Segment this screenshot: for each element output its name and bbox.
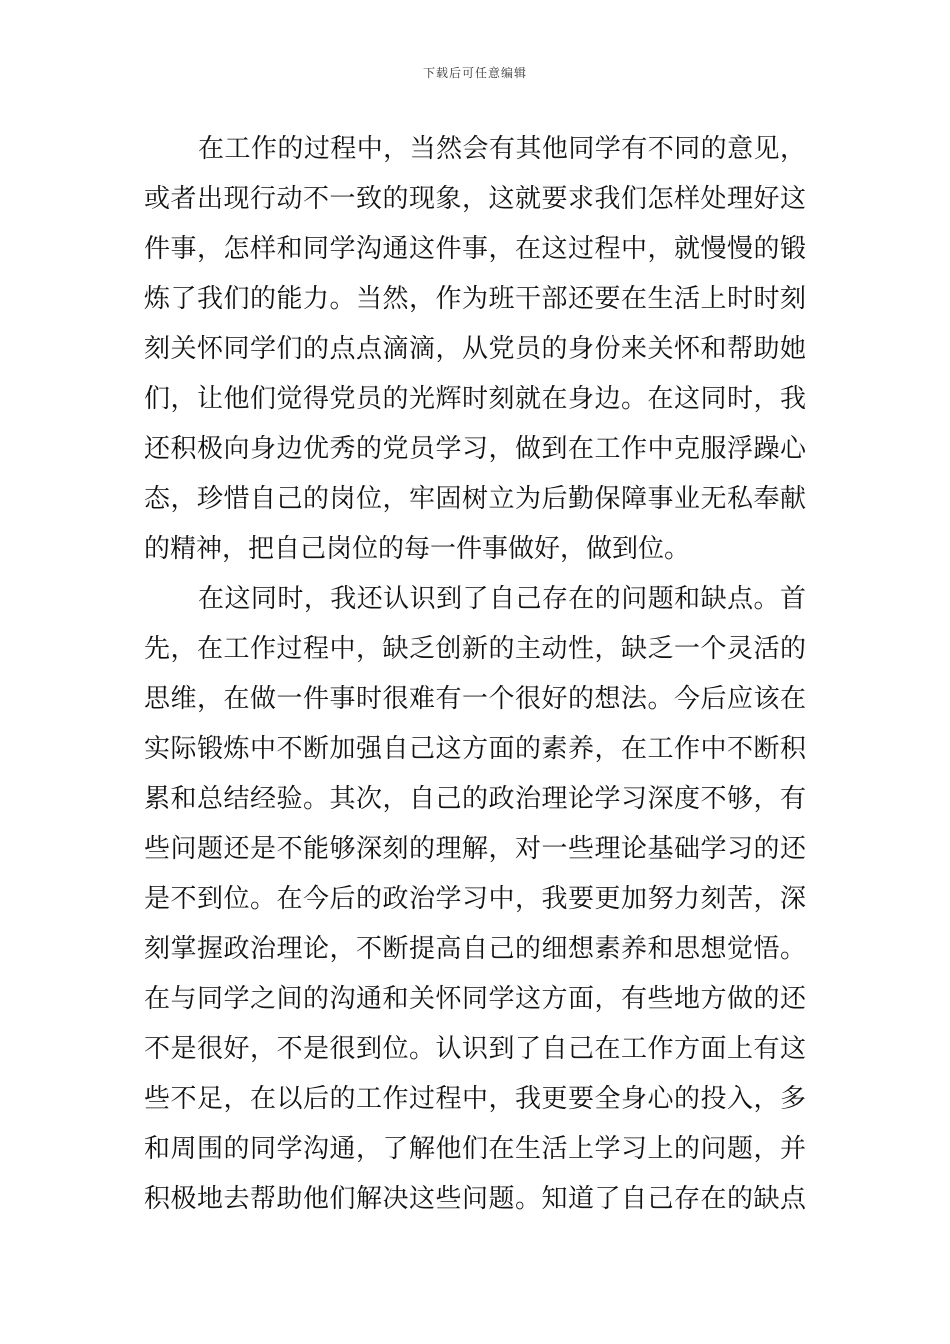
text-line: 炼了我们的能力。当然，作为班干部还要在生活上时时刻 [144,284,806,314]
text-line: 累和总结经验。其次，自己的政治理论学习深度不够，有 [144,784,806,814]
text-line: 的精神，把自己岗位的每一件事做好，做到位。 [144,534,691,564]
paragraph-2 [144,574,806,1224]
text-line: 在与同学之间的沟通和关怀同学这方面，有些地方做的还 [144,984,806,1014]
text-line: 还积极向身边优秀的党员学习，做到在工作中克服浮躁心 [144,434,806,464]
text-line: 不是很好，不是很到位。认识到了自己在工作方面上有这 [144,1034,806,1064]
text-line: 积极地去帮助他们解决这些问题。知道了自己存在的缺点 [144,1184,806,1214]
document-body [144,124,806,1224]
text-line: 们，让他们觉得党员的光辉时刻就在身边。在这同时，我 [144,384,806,414]
text-line: 思维，在做一件事时很难有一个很好的想法。今后应该在 [144,684,806,714]
text-line: 件事，怎样和同学沟通这件事，在这过程中，就慢慢的锻 [144,234,806,264]
text-line: 先，在工作过程中，缺乏创新的主动性，缺乏一个灵活的 [144,634,806,664]
text-line: 在这同时，我还认识到了自己存在的问题和缺点。首 [198,584,806,614]
paragraph-1 [144,124,806,574]
text-line: 刻关怀同学们的点点滴滴，从党员的身份来关怀和帮助她 [144,334,806,364]
text-line: 些问题还是不能够深刻的理解，对一些理论基础学习的还 [144,834,806,864]
text-line: 态，珍惜自己的岗位，牢固树立为后勤保障事业无私奉献 [144,484,806,514]
text-line: 实际锻炼中不断加强自己这方面的素养，在工作中不断积 [144,734,806,764]
text-line: 或者出现行动不一致的现象，这就要求我们怎样处理好这 [144,184,806,214]
header-note: 下载后可任意编辑 [422,66,527,80]
text-line: 些不足，在以后的工作过程中，我更要全身心的投入，多 [144,1084,806,1114]
text-line: 是不到位。在今后的政治学习中，我要更加努力刻苦，深 [144,884,806,914]
text-line: 在工作的过程中，当然会有其他同学有不同的意见， [198,134,806,164]
text-line: 和周围的同学沟通，了解他们在生活上学习上的问题，并 [144,1134,806,1164]
text-line: 刻掌握政治理论，不断提高自己的细想素养和思想觉悟。 [144,934,806,964]
